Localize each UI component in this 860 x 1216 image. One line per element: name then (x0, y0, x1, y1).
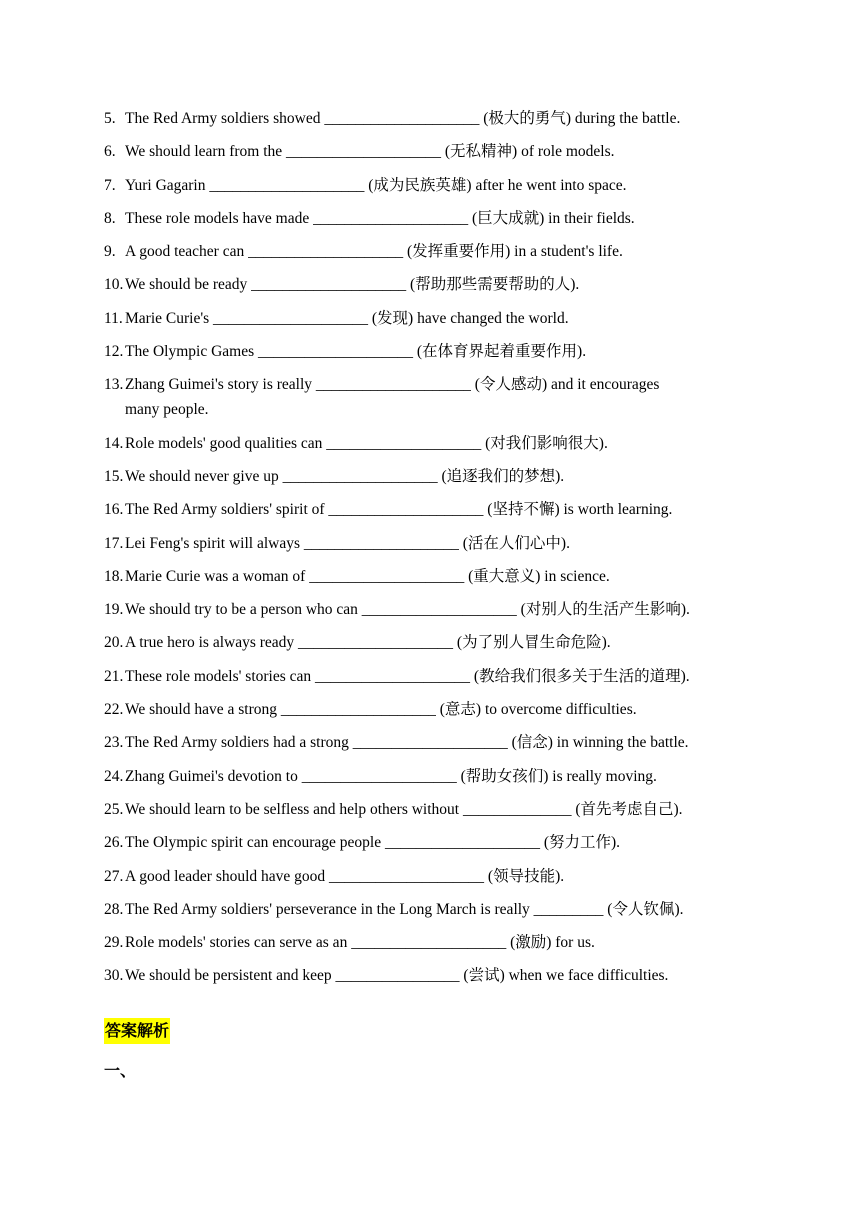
question-number: 27. (104, 867, 124, 885)
question-item (104, 372, 774, 422)
answer-section-title: 答案解析 (104, 1018, 170, 1044)
question-item (104, 306, 774, 331)
question-text: These role models' stories can ____________________ (教给我们很多关于生活的道理). (125, 667, 690, 685)
question-text: The Red Army soldiers showed ____________________ (极大的勇气) during the battle. (125, 110, 681, 127)
question-text: The Olympic Games ____________________ (在体育界起着重要作用). (125, 343, 587, 361)
question-text: We should never give up ____________________ (追逐我们的梦想). (125, 467, 565, 485)
question-number: 26. (104, 834, 124, 852)
question-number: 19. (104, 601, 124, 619)
question-number: 15. (104, 467, 124, 485)
question-item (104, 431, 774, 456)
question-number: 17. (104, 534, 124, 552)
question-number: 16. (104, 501, 124, 519)
question-number: 29. (104, 934, 124, 952)
question-text: The Red Army soldiers had a strong ____________________ (信念) in winning the battle. (125, 734, 689, 752)
question-number: 7. (104, 176, 116, 194)
question-item (104, 830, 774, 855)
question-item (104, 464, 774, 489)
question-number: 12. (104, 343, 124, 361)
question-number: 11. (104, 309, 123, 327)
question-text: We should try to be a person who can ____________________ (对别人的生活产生影响). (125, 601, 690, 619)
question-item (104, 897, 774, 922)
question-text: The Olympic spirit can encourage people ____________________ (努力工作). (125, 834, 621, 852)
question-number: 5. (104, 110, 116, 127)
answer-part-label: 一、 (104, 1061, 137, 1080)
question-text: A good teacher can ____________________ (发挥重要作用) in a student's life. (125, 243, 623, 261)
question-text: The Red Army soldiers' perseverance in the Long March is really _________ (令人钦佩). (125, 900, 684, 918)
question-item (104, 764, 774, 789)
question-number: 30. (104, 967, 124, 985)
question-number: 18. (104, 567, 124, 585)
question-number: 13. (104, 376, 124, 394)
question-text: Lei Feng's spirit will always ____________________ (活在人们心中). (125, 534, 570, 552)
question-number: 21. (104, 667, 124, 685)
question-list (104, 106, 774, 997)
question-number: 22. (104, 701, 124, 719)
question-text: The Red Army soldiers' spirit of ____________________ (坚持不懈) is worth learning. (125, 501, 673, 519)
question-text: A true hero is always ready ____________________ (为了别人冒生命危险). (125, 634, 611, 652)
question-item (104, 272, 774, 297)
question-text: Role models' good qualities can ____________________ (对我们影响很大). (125, 434, 608, 452)
question-item (104, 139, 774, 164)
question-text: Zhang Guimei's story is really ____________________ (令人感动) and it encourages many people. (125, 376, 660, 419)
question-text: We should be persistent and keep ________________ (尝试) when we face difficulties. (125, 967, 669, 985)
question-number: 8. (104, 209, 116, 227)
question-item (104, 106, 774, 131)
question-number: 10. (104, 276, 124, 294)
question-text: These role models have made ____________________ (巨大成就) in their fields. (125, 209, 635, 227)
question-number: 14. (104, 434, 124, 452)
question-number: 28. (104, 900, 124, 918)
question-item (104, 206, 774, 231)
question-item (104, 630, 774, 655)
question-item (104, 797, 774, 822)
question-number: 6. (104, 143, 116, 161)
question-item (104, 173, 774, 198)
question-text: Marie Curie's ____________________ (发现) have changed the world. (125, 309, 569, 327)
question-text: We should be ready ____________________ (帮助那些需要帮助的人). (125, 276, 580, 294)
question-number: 9. (104, 243, 116, 261)
question-text: Zhang Guimei's devotion to ____________________ (帮助女孩们) is really moving. (125, 767, 657, 785)
question-number: 20. (104, 634, 124, 652)
question-text: We should learn to be selfless and help others without ______________ (首先考虑自己). (125, 800, 683, 818)
question-item (104, 697, 774, 722)
question-item (104, 730, 774, 755)
question-item (104, 239, 774, 264)
question-number: 25. (104, 800, 124, 818)
question-item (104, 864, 774, 889)
question-text: Yuri Gagarin ____________________ (成为民族英雄) after he went into space. (125, 176, 627, 194)
question-item (104, 531, 774, 556)
question-item (104, 664, 774, 689)
question-item (104, 339, 774, 364)
question-text: We should have a strong ____________________ (意志) to overcome difficulties. (125, 701, 637, 719)
question-item (104, 930, 774, 955)
question-item (104, 597, 774, 622)
question-item (104, 497, 774, 522)
question-item (104, 564, 774, 589)
question-text: A good leader should have good ____________________ (领导技能). (125, 867, 565, 885)
question-item (104, 963, 774, 988)
question-text: Marie Curie was a woman of ____________________ (重大意义) in science. (125, 567, 610, 585)
question-number: 24. (104, 767, 124, 785)
question-text: We should learn from the ____________________ (无私精神) of role models. (125, 143, 615, 161)
question-text: Role models' stories can serve as an ____________________ (激励) for us. (125, 934, 595, 952)
question-number: 23. (104, 734, 124, 752)
